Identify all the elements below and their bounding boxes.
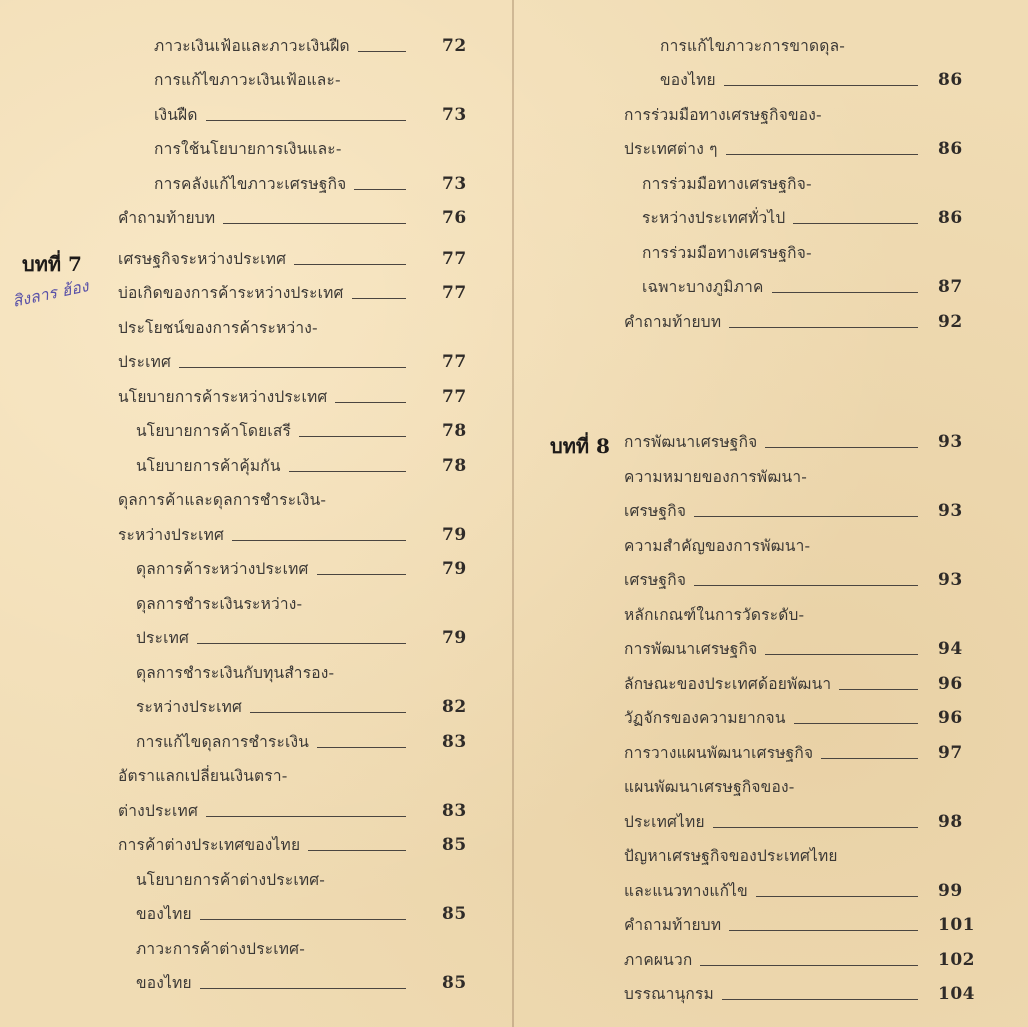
page-number: 93 bbox=[938, 570, 963, 590]
page-number: 73 bbox=[442, 105, 467, 125]
toc-entry-title: ระหว่างประเทศทั่วไป bbox=[642, 209, 786, 227]
toc-entry[interactable] bbox=[624, 483, 918, 523]
toc-entry[interactable] bbox=[624, 121, 918, 161]
leader-rule bbox=[197, 642, 406, 644]
toc-entry-title: คำถามท้ายบท bbox=[624, 313, 722, 331]
leader-rule bbox=[358, 50, 406, 52]
toc-entry-title: คำถามท้ายบท bbox=[624, 916, 722, 934]
toc-entry-title: การคลังแก้ไขภาวะเศรษฐกิจ bbox=[154, 175, 347, 193]
page-number: 86 bbox=[938, 70, 963, 90]
leader-rule bbox=[179, 366, 406, 368]
toc-entry-title: บ่อเกิดของการค้าระหว่างประเทศ bbox=[118, 284, 344, 302]
toc-entry-title: ดุลการชำระเงินระหว่าง- bbox=[136, 595, 303, 613]
page-number: 86 bbox=[938, 208, 963, 228]
page-number: 98 bbox=[938, 812, 963, 832]
toc-entry[interactable] bbox=[154, 121, 342, 161]
page-number: 102 bbox=[938, 950, 975, 970]
toc-entry-title: นโยบายการค้าระหว่างประเทศ bbox=[118, 388, 328, 406]
page-number: 101 bbox=[938, 915, 975, 935]
page-number: 73 bbox=[442, 174, 467, 194]
toc-entry[interactable] bbox=[624, 294, 918, 334]
toc-entry-title: เศรษฐกิจระหว่างประเทศ bbox=[118, 250, 287, 268]
toc-entry[interactable] bbox=[118, 265, 406, 305]
toc-entry[interactable] bbox=[624, 414, 918, 454]
toc-entry[interactable] bbox=[118, 472, 326, 512]
toc-entry-title: ดุลการค้าระหว่างประเทศ bbox=[136, 560, 309, 578]
toc-entry[interactable] bbox=[118, 817, 406, 857]
toc-entry-title: ของไทย bbox=[660, 71, 716, 89]
toc-entry-title: การร่วมมือทางเศรษฐกิจ- bbox=[642, 175, 812, 193]
toc-entry-title: ความหมายของการพัฒนา- bbox=[624, 468, 808, 486]
page-number: 77 bbox=[442, 352, 467, 372]
leader-rule bbox=[726, 153, 918, 155]
toc-entry-title: ประเทศ bbox=[118, 353, 172, 371]
toc-entry-title: การแก้ไขภาวะเงินเฟ้อและ- bbox=[154, 71, 341, 89]
page-number: 94 bbox=[938, 639, 963, 659]
toc-entry-title: คำถามท้ายบท bbox=[118, 209, 216, 227]
toc-entry-title: การแก้ไขภาวะการขาดดุล- bbox=[660, 37, 846, 55]
page-number: 99 bbox=[938, 881, 963, 901]
toc-entry-title: ประเทศ bbox=[136, 629, 190, 647]
toc-entry[interactable] bbox=[624, 552, 918, 592]
leader-rule bbox=[729, 326, 918, 328]
toc-entry[interactable] bbox=[660, 52, 918, 92]
toc-entry-title: แผนพัฒนาเศรษฐกิจของ- bbox=[624, 778, 795, 796]
toc-entry-title: ประเทศต่าง ๆ bbox=[624, 140, 718, 158]
toc-entry-title: ระหว่างประเทศ bbox=[136, 698, 243, 716]
handwritten-note: สิงลาร ฮ้อง bbox=[10, 276, 91, 311]
toc-entry-title: วัฏจักรของความยากจน bbox=[624, 709, 786, 727]
toc-entry-title: ปัญหาเศรษฐกิจของประเทศไทย bbox=[624, 847, 838, 865]
toc-entry-title: ประเทศไทย bbox=[624, 813, 705, 831]
toc-entry-title: การพัฒนาเศรษฐกิจ bbox=[624, 433, 758, 451]
toc-entry-title: การแก้ไขดุลการชำระเงิน bbox=[136, 733, 310, 751]
page-number: 77 bbox=[442, 249, 467, 269]
page-number: 77 bbox=[442, 387, 467, 407]
leader-rule bbox=[250, 711, 406, 713]
toc-entry[interactable] bbox=[136, 679, 406, 719]
toc-entry-title: ภาคผนวก bbox=[624, 951, 693, 969]
toc-entry-title: ลักษณะของประเทศด้อยพัฒนา bbox=[624, 675, 832, 693]
page-number: 72 bbox=[442, 36, 467, 56]
toc-entry[interactable] bbox=[118, 334, 406, 374]
leader-rule bbox=[317, 573, 406, 575]
page-number: 76 bbox=[442, 208, 467, 228]
toc-entry-title: ภาวะเงินเฟ้อและภาวะเงินฝืด bbox=[154, 37, 350, 55]
leader-rule bbox=[765, 446, 918, 448]
toc-entry-title: การค้าต่างประเทศของไทย bbox=[118, 836, 301, 854]
page-number: 83 bbox=[442, 732, 467, 752]
toc-entry-title: ของไทย bbox=[136, 974, 192, 992]
page-number: 82 bbox=[442, 697, 467, 717]
page-number: 93 bbox=[938, 432, 963, 452]
leader-rule bbox=[765, 653, 918, 655]
toc-entry[interactable] bbox=[118, 748, 288, 788]
toc-entry[interactable] bbox=[642, 190, 918, 230]
toc-entry[interactable] bbox=[136, 955, 406, 995]
leader-rule bbox=[694, 515, 918, 517]
leader-rule bbox=[729, 929, 918, 931]
column-divider bbox=[512, 0, 514, 1027]
toc-entry[interactable] bbox=[624, 621, 918, 661]
page-number: 96 bbox=[938, 708, 963, 728]
toc-entry-title: ดุลการค้าและดุลการชำระเงิน- bbox=[118, 491, 327, 509]
page-number: 97 bbox=[938, 743, 963, 763]
toc-entry-title: เฉพาะบางภูมิภาค bbox=[642, 278, 764, 296]
leader-rule bbox=[793, 222, 918, 224]
leader-rule bbox=[299, 435, 406, 437]
chapter-7-label: บทที่ 7 bbox=[22, 252, 82, 276]
toc-entry-title: ภาวะการค้าต่างประเทศ- bbox=[136, 940, 306, 958]
leader-rule bbox=[223, 222, 406, 224]
toc-entry[interactable] bbox=[154, 52, 341, 92]
page-number: 78 bbox=[442, 421, 467, 441]
toc-entry-title: ประโยชน์ของการค้าระหว่าง- bbox=[118, 319, 318, 337]
toc-entry-title: การใช้นโยบายการเงินและ- bbox=[154, 140, 342, 158]
toc-entry-title: นโยบายการค้าคุ้มกัน bbox=[136, 457, 281, 475]
leader-rule bbox=[200, 918, 406, 920]
toc-entry-title: ต่างประเทศ bbox=[118, 802, 198, 820]
page-number: 78 bbox=[442, 456, 467, 476]
toc-entry[interactable] bbox=[624, 828, 838, 868]
page-number: 93 bbox=[938, 501, 963, 521]
toc-entry-title: ความสำคัญของการพัฒนา- bbox=[624, 537, 811, 555]
leader-rule bbox=[317, 746, 406, 748]
toc-entry-title: เงินฝืด bbox=[154, 106, 198, 124]
toc-entry[interactable] bbox=[136, 610, 406, 650]
page-number: 85 bbox=[442, 973, 467, 993]
leader-rule bbox=[308, 849, 406, 851]
leader-rule bbox=[794, 722, 918, 724]
leader-rule bbox=[200, 987, 406, 989]
toc-entry-title: การร่วมมือทางเศรษฐกิจ- bbox=[642, 244, 812, 262]
toc-entry-title: บรรณานุกรม bbox=[624, 985, 714, 1003]
toc-entry[interactable] bbox=[624, 897, 918, 937]
toc-entry[interactable] bbox=[136, 886, 406, 926]
toc-entry-title: หลักเกณฑ์ในการวัดระดับ- bbox=[624, 606, 805, 624]
leader-rule bbox=[722, 998, 918, 1000]
leader-rule bbox=[821, 757, 918, 759]
leader-rule bbox=[772, 291, 918, 293]
toc-entry-title: ของไทย bbox=[136, 905, 192, 923]
page-number: 77 bbox=[442, 283, 467, 303]
toc-entry-title: การวางแผนพัฒนาเศรษฐกิจ bbox=[624, 744, 814, 762]
page-number: 85 bbox=[442, 835, 467, 855]
toc-entry-title: นโยบายการค้าต่างประเทศ- bbox=[136, 871, 326, 889]
toc-entry-title: และแนวทางแก้ไข bbox=[624, 882, 748, 900]
page-number: 85 bbox=[442, 904, 467, 924]
toc-entry-title: เศรษฐกิจ bbox=[624, 571, 687, 589]
toc-entry-title: ดุลการชำระเงินกับทุนสำรอง- bbox=[136, 664, 335, 682]
toc-entry-title: อัตราแลกเปลี่ยนเงินตรา- bbox=[118, 767, 288, 785]
chapter-8-label: บทที่ 8 bbox=[550, 434, 610, 458]
toc-entry-title: การร่วมมือทางเศรษฐกิจของ- bbox=[624, 106, 822, 124]
toc-entry[interactable] bbox=[624, 759, 795, 799]
page-number: 87 bbox=[938, 277, 963, 297]
leader-rule bbox=[724, 84, 918, 86]
page-number: 83 bbox=[442, 801, 467, 821]
leader-rule bbox=[352, 297, 406, 299]
toc-entry[interactable] bbox=[136, 541, 406, 581]
toc-entry-title: ระหว่างประเทศ bbox=[118, 526, 225, 544]
toc-entry-title: การพัฒนาเศรษฐกิจ bbox=[624, 640, 758, 658]
page-number: 79 bbox=[442, 559, 467, 579]
page-number: 79 bbox=[442, 628, 467, 648]
leader-rule bbox=[694, 584, 918, 586]
page-number: 92 bbox=[938, 312, 963, 332]
page-number: 104 bbox=[938, 984, 975, 1004]
toc-entry[interactable] bbox=[624, 966, 918, 1006]
toc-entry[interactable] bbox=[624, 690, 918, 730]
toc-entry[interactable] bbox=[118, 190, 406, 230]
page-number: 96 bbox=[938, 674, 963, 694]
toc-entry-title: นโยบายการค้าโดยเสรี bbox=[136, 422, 292, 440]
toc-entry[interactable] bbox=[642, 259, 918, 299]
toc-entry-title: เศรษฐกิจ bbox=[624, 502, 687, 520]
toc-entry[interactable] bbox=[136, 403, 406, 443]
page-number: 79 bbox=[442, 525, 467, 545]
page-number: 86 bbox=[938, 139, 963, 159]
